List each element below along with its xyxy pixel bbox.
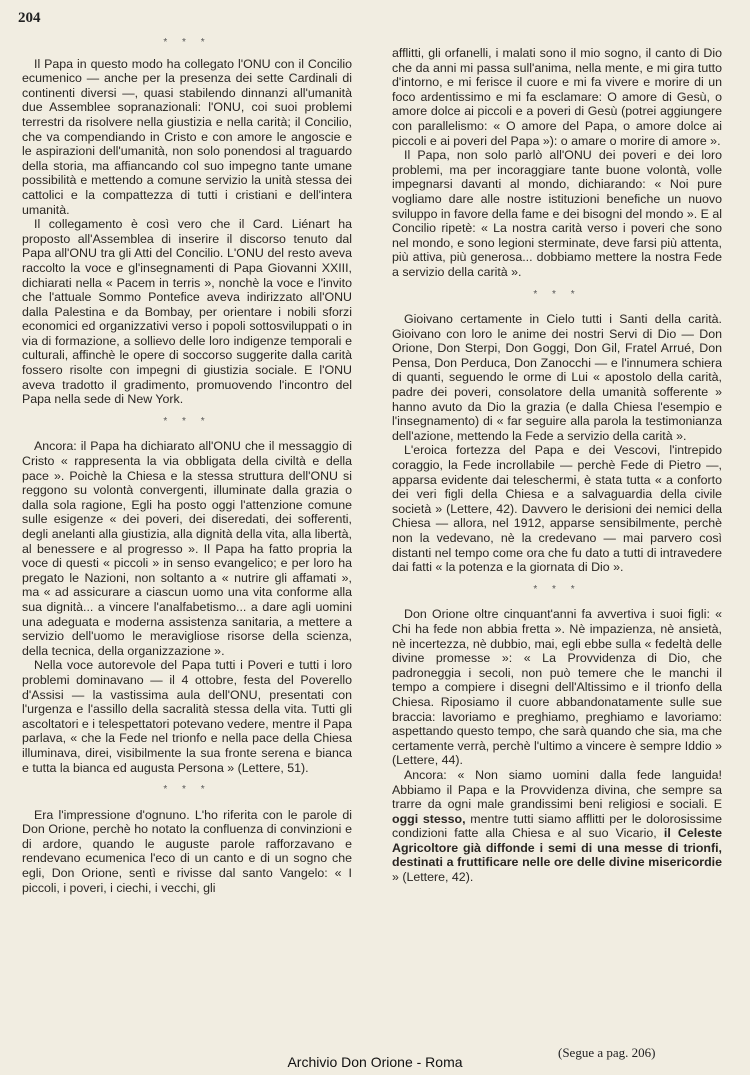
paragraph: afflitti, gli orfanelli, i malati sono il mio sogno, il canto di Dio che da anni mi passa sull'anima, nella mente, e mi gira tutto d'intorno, e mi ferisce il cuore e mi fa vivere e morire di un foco ardentissimo e mi fa esclamare: O amore di Gesù, o amore dolce ai piccoli e a poveri di Gesù (potrei aggiungere con parallelismo: « O amore del Papa, o amore dolce ai piccoli e ai poveri del Papa »): o amare o morire di amore ». [392,46,722,148]
page-number: 204 [18,10,41,26]
paragraph [392,768,722,885]
text-run: Ancora: « Non siamo uomini dalla fede languida! Abbiamo il Papa e la Provvidenza divina, che sempre sa trarre da ogni male grandissimi beni religiosi e sociali. E [392,767,722,812]
section-separator: * * * [163,415,211,427]
archive-footer: Archivio Don Orione - Roma [287,1054,463,1070]
text-run: mentre tutti siamo afflitti per le dolorosissime condizioni fatte alla Chiesa e al suo Vicario, [392,811,722,841]
paragraph: Il collegamento è così vero che il Card. Liénart ha proposto all'Assemblea di inserire il discorso tenuto dal Papa all'ONU tra gli Atti del Concilio. L'ONU del resto aveva raccolto la voce e gl'insegnamenti di Papa Giovanni XXIII, dichiarati nella « Pacem in terris », nonchè la voce e l'invito che l'attuale Sommo Pontefice aveva indirizzato all'ONU dalla Palestina e da Bombay, per orientare i nobili sforzi economici ed organizzativi verso i popoli sottosviluppati o in via di formazione, a sollievo delle loro indigenze temporali e culturali, affinchè le opere di soccorso suggerite dalla carità fossero risolte con impegni di giustizia sociale. E l'ONU aveva tradotto il gradimento, promuovendo l'incontro del Papa nella sede di New York. [22,217,352,407]
bold-text: oggi stesso, [392,811,466,826]
paragraph: Il Papa, non solo parlò all'ONU dei poveri e dei loro problemi, ma per incoraggiare tante buone volontà, volle impegnarsi davanti al mondo, dichiarando: « Noi pure vogliamo dare alle nostre istituzioni benefiche un nuovo sviluppo in favore della fame e dei bisogni del mondo ». E al Concilio ripetè: « La nostra carità verso i poveri che sono nel mondo, e sono legioni sterminate, deve farsi più attenta, più attiva, più generosa... dobbiamo mettere la nostra Fede a servizio della carità ». [392,148,722,279]
paragraph: Il Papa in questo modo ha collegato l'ONU con il Concilio ecumenico — anche per la presenza dei sette Cardinali di continenti diversi —, quasi stabilendo dinnanzi all'umanità due Assemblee sopranazionali: l'ONU, coi suoi problemi terrestri da risolvere nella giustizia e nella carità; il Concilio, che va compendiando in Cristo e con amore le angoscie e le aspirazioni dell'umanità, non solo ponendosi al traguardo della storia, ma affiancando col suo impegno tante umane possibilità e mettendo a comune servizio la unità stessa dei cattolici e la compattezza di tutti i cristiani e dell'intera umanità. [22,56,352,217]
paragraph: Don Orione oltre cinquant'anni fa avvertiva i suoi figli: « Chi ha fede non abbia fretta ». Nè impazienza, nè ansietà, nè incertezza, nè dubbio, mai, egli ebbe sulla « fedeltà delle divine promesse »: « La Provvidenza di Dio, che padroneggia i secoli, non può temere che le manchi il tempo a compiere i disegni dell'Altissimo e il trionfo della Chiesa. Riposiamo il cuore abbandonatamente sulle sue braccia: lavoriamo e preghiamo, preghiamo e lavoriamo: aspettando questo tempo, che sarà quando che sia, ma che certamente verrà, perchè l'ultimo a vincere è sempre Iddio » (Lettere, 44). [392,607,722,768]
paragraph: L'eroica fortezza del Papa e dei Vescovi, l'intrepido coraggio, la Fede incrollabile — perchè Fede di Pietro —, apparsa evidente dai teleschermi, è stata tutta « a conforto dei veri figli della Chiesa e a salvaguardia della civile società » (Lettere, 42). Davvero le derisioni dei nemici della Chiesa — allora, nel 1912, apparse sensibilmente, perchè non la vedevano, nè la credevano — mai parvero così distanti nel tempo come ora che fu dato a tutti di intravedere dai fatti « la potenza e la giornata di Dio ». [392,443,722,575]
paragraph: Gioivano certamente in Cielo tutti i Santi della carità. Gioivano con loro le anime dei nostri Servi di Dio — Don Orione, Don Sterpi, Don Goggi, Don Gil, Fratel Arrué, Don Pensa, Don Perduca, Don Zanocchi — e l'innumera schiera di quanti, seguendo le orme di Lui « apostolo della carità, padre dei poveri, consolatore della umanità sofferente » hanno avuto da Dio la grazia (e dalla Chiesa l'esempio e l'insegnamento) di « far seguire alla parola la testimonianza dell'azione, mettendo la Fede a servizio della carità ». [392,312,722,443]
left-column [22,36,352,895]
section-separator: * * * [533,288,581,300]
paragraph: Nella voce autorevole del Papa tutti i Poveri e tutti i loro problemi dominavano — il 4 ottobre, festa del Poverello d'Assisi — la vastissima aula dell'ONU, presentati con l'urgenza e l'assillo della sacralità stessa della vita. Tutti gli ascoltatori e i telespettatori potevano vedere, mentre il Papa parlava, « che la Fede nel trionfo e nella pace della Chiesa illuminava, direi, visibilmente la sua fronte serena e bianca e tutta la bianca ed augusta Persona » (Lettere, 51). [22,658,352,775]
continued-note: (Segue a pag. 206) [558,1045,656,1060]
section-separator: * * * [163,37,211,48]
paragraph: Ancora: il Papa ha dichiarato all'ONU che il messaggio di Cristo « rappresenta la via obbligata della civiltà e della pace ». Poichè la Chiesa e la stessa struttura dell'ONU si reggono su volontà convergenti, illuminate dalla grazia o dalla sola ragione, Egli ha posto oggi l'attenzione comune sulle esigenze « dei poveri, dei diseredati, dei sofferenti, degli anelanti alla giustizia, alla dignità della vita, alla libertà, al benessere e al progresso ». Il Papa ha fatto propria la voce di questi « piccoli » in senso evangelico; e per loro ha pregato le Nazioni, non soltanto a « nutrire gli affamati », ma « ad assicurare a ciascun uomo una vita conforme alla sua dignità... a vincere l'analfabetismo... a dare agli uomini una adeguata e moderna assistenza sanitaria, a mettere a servizio dell'uomo le meravigliose risorse della scienza, della tecnica, della organizzazione ». [22,439,352,658]
paragraph: Era l'impressione d'ognuno. L'ho riferita con le parole di Don Orione, perchè ho notato la confluenza di convinzioni e di ardore, quando le auguste parole rafforzavano e rendevano ecumenica l'eco di un canto e di un sogno che egli, Don Orione, sentì e rivisse dal santo Vangelo: « I piccoli, i poveri, i ciechi, i vecchi, gli [22,807,352,895]
section-separator: * * * [163,784,211,796]
section-separator: * * * [533,583,581,595]
bold-text: il Celeste Agricoltore già diffonde i semi di una messe di trionfi, destinati a fruttificare nelle ore delle divine misericordie [392,826,722,870]
text-run: » (Lettere, 42). [392,870,474,885]
right-column [392,46,722,885]
